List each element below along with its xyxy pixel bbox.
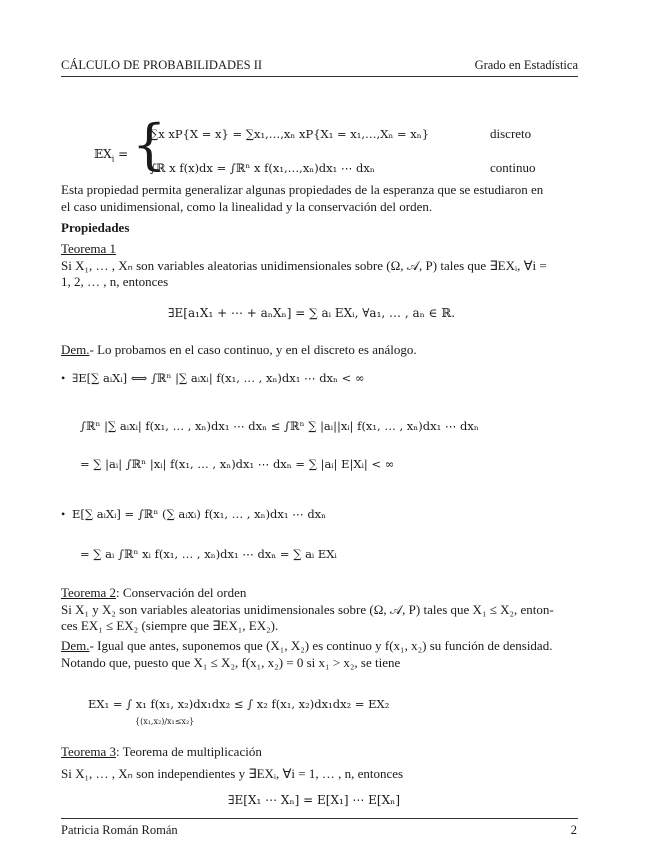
header-right: Grado en Estadística	[474, 58, 578, 72]
teorema2-title: Teorema 2	[61, 585, 117, 600]
teorema3-subtitle: : Teorema de multiplicación	[116, 744, 262, 759]
teorema1-text-2: 1, 2, … , n, entonces	[61, 274, 169, 289]
teorema3-formula: ∃E[X₁ ⋯ Xₙ] = E[X₁] ⋯ E[Xₙ]	[228, 793, 400, 807]
bullet-2-marker: •	[61, 507, 66, 521]
teorema1-formula: ∃E[a₁X₁ + ⋯ + aₙXₙ] = ∑ aᵢ EXᵢ, ∀a₁, … , aₙ ∈ ℝ.	[168, 306, 456, 320]
teorema2-dem-label: Dem.	[61, 638, 90, 653]
footer-page-number: 2	[570, 823, 577, 837]
footer-author: Patricia Román Román	[61, 823, 178, 837]
header-left: CÁLCULO DE PROBABILIDADES II	[61, 58, 263, 72]
intro-line-1: Esta propiedad permita generalizar algunas propiedades de la esperanza que se estudiaron en	[61, 182, 544, 197]
header-rule	[61, 76, 578, 77]
teorema3-heading	[61, 744, 262, 760]
bullet1-line2: ∫ℝⁿ |∑ aᵢxᵢ| f(x₁, … , xₙ)dx₁ ⋯ dxₙ ≤ ∫ℝⁿ ∑ |aᵢ||xᵢ| f(x₁, … , xₙ)dx₁ ⋯ dxₙ	[80, 419, 479, 433]
teorema2-formula-domain: {(x₁,x₂)/x₁≤x₂}	[135, 717, 195, 726]
bullet2-line2: = ∑ aᵢ ∫ℝⁿ xᵢ f(x₁, … , xₙ)dx₁ ⋯ dxₙ = ∑ aᵢ EXᵢ	[80, 547, 337, 561]
teorema3-text: Si X₁, … , Xₙ son independientes y ∃EXᵢ, ∀i = 1, … , n, entonces	[61, 766, 404, 781]
teorema2-text-1: Si X₁ y X₂ son variables aleatorias unidimensionales sobre (Ω, 𝒜, P) tales que X₁ ≤ X₂, enton-	[61, 602, 554, 617]
definition-case2: ∫ℝ x f(x)dx = ∫ℝⁿ x f(x₁,…,xₙ)dx₁ ⋯ dxₙ	[150, 161, 375, 175]
teorema1-dem-label: Dem.	[61, 342, 90, 357]
definition-case1-label: discreto	[490, 126, 532, 141]
teorema1-title: Teorema 1	[61, 241, 117, 256]
teorema2-heading	[61, 585, 246, 601]
teorema2-subtitle: : Conservación del orden	[116, 585, 247, 600]
teorema2-text-2: ces EX₁ ≤ EX₂ (siempre que ∃EX₁, EX₂).	[61, 618, 279, 633]
intro-line-2: el caso unidimensional, como la linealidad y la conservación del orden.	[61, 199, 433, 214]
bullet1-line1: ∃E[∑ aᵢXᵢ] ⟺ ∫ℝⁿ |∑ aᵢxᵢ| f(x₁, … , xₙ)dx₁ ⋯ dxₙ < ∞	[72, 371, 365, 385]
teorema2-dem-1: Dem.- Igual que antes, suponemos que (X₁, X₂) es continuo y f(x₁, x₂) su función de densidad.	[61, 638, 553, 653]
teorema1-dem	[61, 342, 417, 358]
definition-case2-label: continuo	[490, 160, 536, 175]
teorema2-dem-2: Notando que, puesto que X₁ ≤ X₂, f(x₁, x₂) = 0 si x₁ > x₂, se tiene	[61, 655, 401, 670]
teorema1-dem-text: - Lo probamos en el caso continuo, y en el discreto es análogo.	[89, 342, 417, 357]
propiedades-heading: Propiedades	[61, 220, 130, 235]
footer-rule	[61, 818, 578, 819]
teorema2-formula: EX₁ = ∫ x₁ f(x₁, x₂)dx₁dx₂ ≤ ∫ x₂ f(x₁, x₂)dx₁dx₂ = EX₂	[88, 697, 390, 711]
definition-case1: ∑x xP{X = x} = ∑x₁,…,xₙ xP{X₁ = x₁,…,Xₙ = xₙ}	[150, 127, 430, 141]
bullet-1-marker: •	[61, 371, 66, 385]
teorema1-text-1: Si X₁, … , Xₙ son variables aleatorias unidimensionales sobre (Ω, 𝒜, P) tales que ∃EXᵢ, ∀i =	[61, 258, 547, 273]
teorema3-title: Teorema 3	[61, 744, 117, 759]
bullet2-line1: E[∑ aᵢXᵢ] = ∫ℝⁿ (∑ aᵢxᵢ) f(x₁, … , xₙ)dx₁ ⋯ dxₙ	[72, 507, 327, 521]
definition-brace: {	[132, 113, 167, 176]
definition-lhs: 𝔼X$_i$ =	[94, 147, 129, 164]
bullet1-line3: = ∑ |aᵢ| ∫ℝⁿ |xᵢ| f(x₁, … , xₙ)dx₁ ⋯ dxₙ = ∑ |aᵢ| E|Xᵢ| < ∞	[80, 457, 395, 471]
